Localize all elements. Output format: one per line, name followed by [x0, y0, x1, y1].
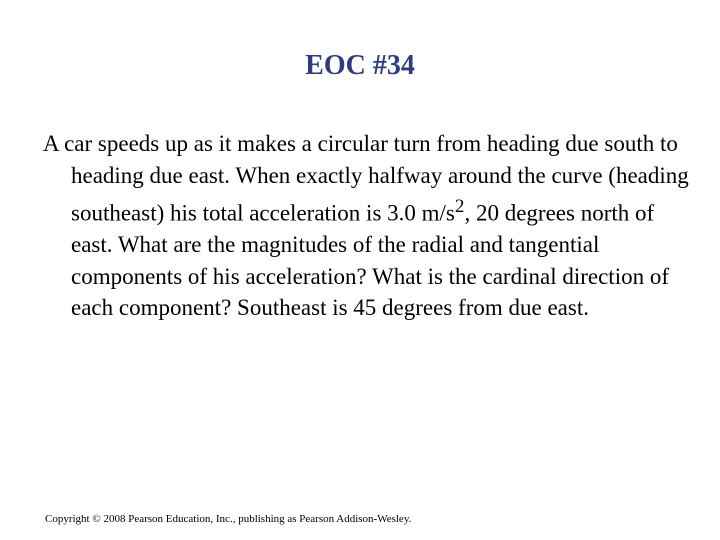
problem-text-start: A car speeds up as it makes a circular turn from heading due south to heading due east. When exactly halfway around the curve (heading southeast) his total acceleration is 3.0 m/s: [43, 131, 689, 226]
problem-text-end: , 20 degrees north of east. What are the magnitudes of the radial and tangential components of his acceleration? What is the cardinal direction of each component? Southeast is 45 degrees from due east.: [71, 200, 669, 321]
problem-paragraph: [43, 128, 693, 324]
copyright-footer: Copyright © 2008 Pearson Education, Inc., publishing as Pearson Addison-Wesley.: [45, 513, 412, 525]
slide-title-text: EOC #34: [305, 50, 415, 81]
problem-statement: [43, 128, 693, 324]
units-exponent: 2: [454, 196, 465, 217]
slide-title: [0, 50, 720, 82]
